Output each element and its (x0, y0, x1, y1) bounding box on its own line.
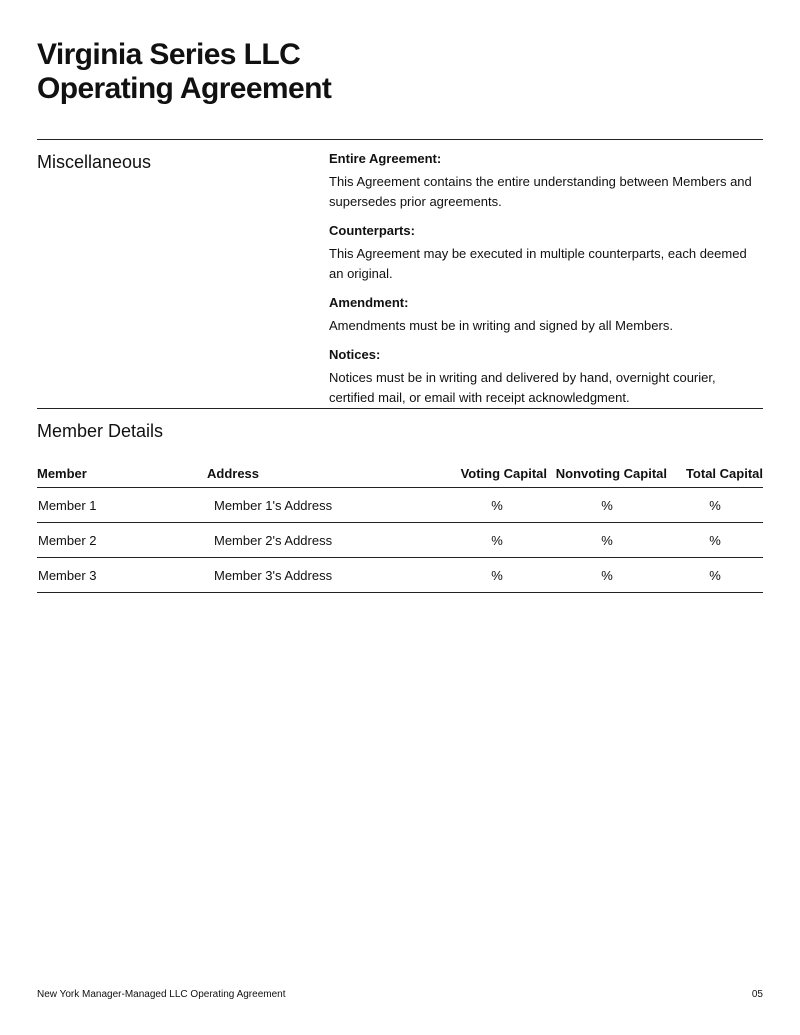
section-divider-top (37, 139, 763, 140)
column-header-voting-capital: Voting Capital (447, 460, 547, 488)
clause-heading: Entire Agreement: (329, 151, 442, 166)
clause-notices (329, 347, 759, 408)
clause-body: This Agreement contains the entire understanding between Members and supersedes prior agreements. (329, 174, 752, 209)
table-header-row (37, 460, 763, 488)
voting-capital-cell: % (447, 488, 547, 523)
nonvoting-capital-cell: % (547, 523, 667, 558)
member-name-cell: Member 3 (37, 558, 207, 593)
member-details-table (37, 460, 763, 593)
document-title-line-2: Operating Agreement (37, 72, 332, 105)
column-header-total-capital: Total Capital (667, 460, 763, 488)
table-row (37, 558, 763, 593)
nonvoting-capital-cell: % (547, 488, 667, 523)
member-address-cell: Member 2's Address (207, 523, 447, 558)
member-address-cell: Member 1's Address (207, 488, 447, 523)
clause-entire-agreement (329, 151, 759, 212)
member-name-cell: Member 1 (37, 488, 207, 523)
clause-counterparts (329, 223, 759, 284)
footer-page-number: 05 (751, 989, 763, 1000)
column-header-address: Address (207, 460, 447, 488)
member-address-cell: Member 3's Address (207, 558, 447, 593)
document-title (37, 38, 637, 106)
section-divider-middle (37, 408, 763, 409)
footer-document-name: New York Manager-Managed LLC Operating Agreement (37, 989, 286, 1000)
document-title-line-1: Virginia Series LLC (37, 38, 301, 71)
clause-heading: Counterparts: (329, 223, 415, 238)
nonvoting-capital-cell: % (547, 558, 667, 593)
clause-body: This Agreement may be executed in multiple counterparts, each deemed an original. (329, 246, 747, 281)
clause-amendment (329, 295, 759, 336)
total-capital-cell: % (667, 558, 763, 593)
clause-heading: Notices: (329, 347, 381, 362)
member-name-cell: Member 2 (37, 523, 207, 558)
clause-heading: Amendment: (329, 295, 409, 310)
miscellaneous-clauses (329, 151, 759, 419)
total-capital-cell: % (667, 523, 763, 558)
column-header-nonvoting-capital: Nonvoting Capital (547, 460, 667, 488)
total-capital-cell: % (667, 488, 763, 523)
voting-capital-cell: % (447, 558, 547, 593)
member-details-section-label: Member Details (37, 421, 164, 441)
clause-body: Amendments must be in writing and signed by all Members. (329, 318, 673, 333)
miscellaneous-section-label: Miscellaneous (37, 152, 152, 172)
table-row (37, 523, 763, 558)
voting-capital-cell: % (447, 523, 547, 558)
column-header-member: Member (37, 460, 207, 488)
clause-body: Notices must be in writing and delivered by hand, overnight courier, certified mail, or email with receipt acknowledgment. (329, 370, 716, 405)
table-row (37, 488, 763, 523)
